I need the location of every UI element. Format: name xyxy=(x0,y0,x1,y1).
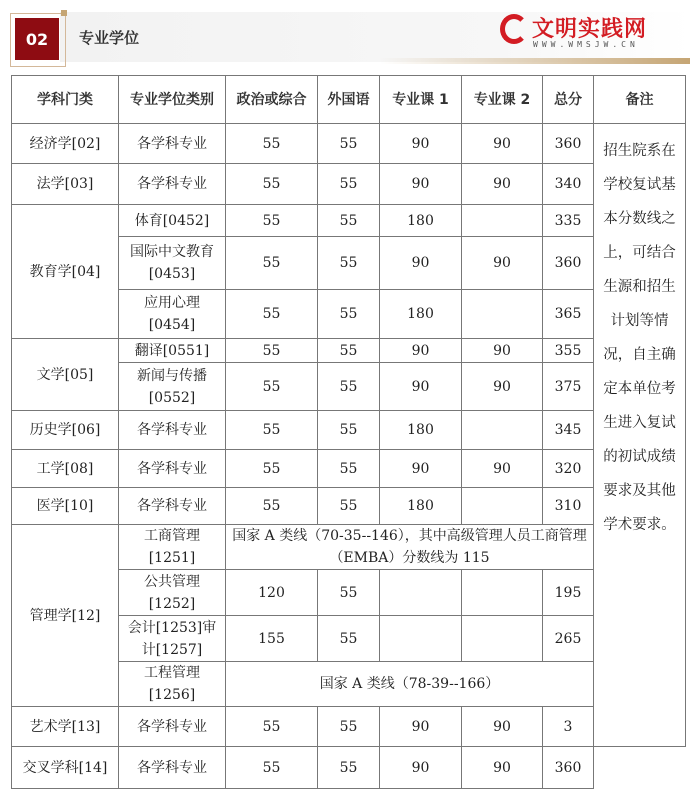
course1-cell xyxy=(380,616,462,662)
table-row xyxy=(12,411,686,450)
course2-cell: 90 xyxy=(462,164,543,205)
course1-cell: 180 xyxy=(380,411,462,450)
subject-cell: 历史学[06] xyxy=(12,411,119,450)
watermark-url: WWW.WMSJW.CN xyxy=(533,40,639,49)
subject-cell: 工学[08] xyxy=(12,450,119,488)
total-cell: 360 xyxy=(543,747,594,789)
course1-cell: 90 xyxy=(380,450,462,488)
note-cell: 招生院系在学校复试基本分数线之上，可结合生源和招生计划等情况，自主确定本单位考生进入复试的初试成绩要求及其他学术要求。 xyxy=(594,124,686,747)
subject-cell: 管理学[12] xyxy=(12,525,119,707)
merged-score-cell: 国家 A 类线（70-35--146），其中高级管理人员工商管理（EMBA）分数线为 115 xyxy=(226,525,594,570)
total-cell: 345 xyxy=(543,411,594,450)
table-row xyxy=(12,124,686,164)
section-number-badge: 02 xyxy=(15,18,59,60)
table-row xyxy=(12,747,686,789)
badge-corner xyxy=(61,10,67,16)
politics-cell: 55 xyxy=(226,363,318,411)
header-note: 备注 xyxy=(594,76,686,124)
politics-cell: 55 xyxy=(226,237,318,290)
category-cell: 工商管理[1251] xyxy=(119,525,226,570)
course2-cell: 90 xyxy=(462,363,543,411)
foreign-cell: 55 xyxy=(318,205,380,237)
foreign-cell: 55 xyxy=(318,747,380,789)
category-cell: 各学科专业 xyxy=(119,124,226,164)
total-cell: 310 xyxy=(543,488,594,525)
category-cell: 工程管理[1256] xyxy=(119,662,226,707)
politics-cell: 55 xyxy=(226,164,318,205)
category-cell: 各学科专业 xyxy=(119,411,226,450)
watermark-logo-icon xyxy=(500,14,528,44)
foreign-cell: 55 xyxy=(318,237,380,290)
total-cell: 360 xyxy=(543,124,594,164)
table-row xyxy=(12,205,686,237)
category-cell: 各学科专业 xyxy=(119,488,226,525)
table-row xyxy=(12,164,686,205)
watermark-name: 文明实践网 xyxy=(532,17,648,42)
course2-cell xyxy=(462,411,543,450)
subject-cell: 艺术学[13] xyxy=(12,707,119,747)
politics-cell: 120 xyxy=(226,570,318,616)
foreign-cell: 55 xyxy=(318,411,380,450)
category-cell: 各学科专业 xyxy=(119,164,226,205)
course2-cell: 90 xyxy=(462,707,543,747)
foreign-cell: 55 xyxy=(318,707,380,747)
header-course2: 专业课 2 xyxy=(462,76,543,124)
course2-cell xyxy=(462,570,543,616)
politics-cell: 55 xyxy=(226,290,318,339)
category-cell: 公共管理[1252] xyxy=(119,570,226,616)
course2-cell xyxy=(462,205,543,237)
category-cell: 国际中文教育[0453] xyxy=(119,237,226,290)
politics-cell: 55 xyxy=(226,747,318,789)
table-row xyxy=(12,339,686,363)
table-header-row xyxy=(12,76,686,124)
course1-cell xyxy=(380,570,462,616)
foreign-cell: 55 xyxy=(318,570,380,616)
course2-cell: 90 xyxy=(462,124,543,164)
foreign-cell: 55 xyxy=(318,616,380,662)
politics-cell: 55 xyxy=(226,339,318,363)
course2-cell: 90 xyxy=(462,237,543,290)
total-cell: 365 xyxy=(543,290,594,339)
table-row xyxy=(12,707,686,747)
politics-cell: 55 xyxy=(226,488,318,525)
foreign-cell: 55 xyxy=(318,164,380,205)
course2-cell xyxy=(462,488,543,525)
foreign-cell: 55 xyxy=(318,124,380,164)
subject-cell: 文学[05] xyxy=(12,339,119,411)
course1-cell: 90 xyxy=(380,707,462,747)
course2-cell: 90 xyxy=(462,450,543,488)
total-cell: 375 xyxy=(543,363,594,411)
category-cell: 各学科专业 xyxy=(119,707,226,747)
table-row xyxy=(12,450,686,488)
course1-cell: 90 xyxy=(380,237,462,290)
subject-cell: 医学[10] xyxy=(12,488,119,525)
politics-cell: 55 xyxy=(226,411,318,450)
total-cell: 340 xyxy=(543,164,594,205)
subject-cell: 教育学[04] xyxy=(12,205,119,339)
category-cell: 各学科专业 xyxy=(119,747,226,789)
category-cell: 会计[1253]审计[1257] xyxy=(119,616,226,662)
politics-cell: 55 xyxy=(226,450,318,488)
header-course1: 专业课 1 xyxy=(380,76,462,124)
foreign-cell: 55 xyxy=(318,450,380,488)
total-cell: 355 xyxy=(543,339,594,363)
category-cell: 翻译[0551] xyxy=(119,339,226,363)
total-cell: 195 xyxy=(543,570,594,616)
foreign-cell: 55 xyxy=(318,488,380,525)
total-cell: 265 xyxy=(543,616,594,662)
header-politics: 政治或综合 xyxy=(226,76,318,124)
foreign-cell: 55 xyxy=(318,339,380,363)
section-title: 专业学位 xyxy=(79,29,140,47)
table-row xyxy=(12,525,686,570)
foreign-cell: 55 xyxy=(318,290,380,339)
total-cell: 320 xyxy=(543,450,594,488)
politics-cell: 55 xyxy=(226,707,318,747)
course1-cell: 180 xyxy=(380,488,462,525)
politics-cell: 55 xyxy=(226,124,318,164)
politics-cell: 155 xyxy=(226,616,318,662)
course2-cell xyxy=(462,290,543,339)
subject-cell: 交叉学科[14] xyxy=(12,747,119,789)
total-cell: 335 xyxy=(543,205,594,237)
subject-cell: 经济学[02] xyxy=(12,124,119,164)
course1-cell: 90 xyxy=(380,747,462,789)
score-table xyxy=(11,75,686,789)
header-category: 专业学位类别 xyxy=(119,76,226,124)
header-gold-line xyxy=(380,58,690,64)
total-cell: 360 xyxy=(543,237,594,290)
course2-cell xyxy=(462,616,543,662)
category-cell: 新闻与传播[0552] xyxy=(119,363,226,411)
course1-cell: 90 xyxy=(380,363,462,411)
category-cell: 各学科专业 xyxy=(119,450,226,488)
course1-cell: 180 xyxy=(380,290,462,339)
politics-cell: 55 xyxy=(226,205,318,237)
subject-cell: 法学[03] xyxy=(12,164,119,205)
header-subject: 学科门类 xyxy=(12,76,119,124)
course1-cell: 90 xyxy=(380,124,462,164)
header-foreign: 外国语 xyxy=(318,76,380,124)
course2-cell: 90 xyxy=(462,339,543,363)
course1-cell: 90 xyxy=(380,339,462,363)
course1-cell: 90 xyxy=(380,164,462,205)
watermark xyxy=(500,14,685,54)
category-cell: 体育[0452] xyxy=(119,205,226,237)
foreign-cell: 55 xyxy=(318,363,380,411)
category-cell: 应用心理[0454] xyxy=(119,290,226,339)
total-cell: 3 xyxy=(543,707,594,747)
merged-score-cell: 国家 A 类线（78-39--166） xyxy=(226,662,594,707)
course2-cell: 90 xyxy=(462,747,543,789)
table-row xyxy=(12,488,686,525)
course1-cell: 180 xyxy=(380,205,462,237)
header-total: 总分 xyxy=(543,76,594,124)
